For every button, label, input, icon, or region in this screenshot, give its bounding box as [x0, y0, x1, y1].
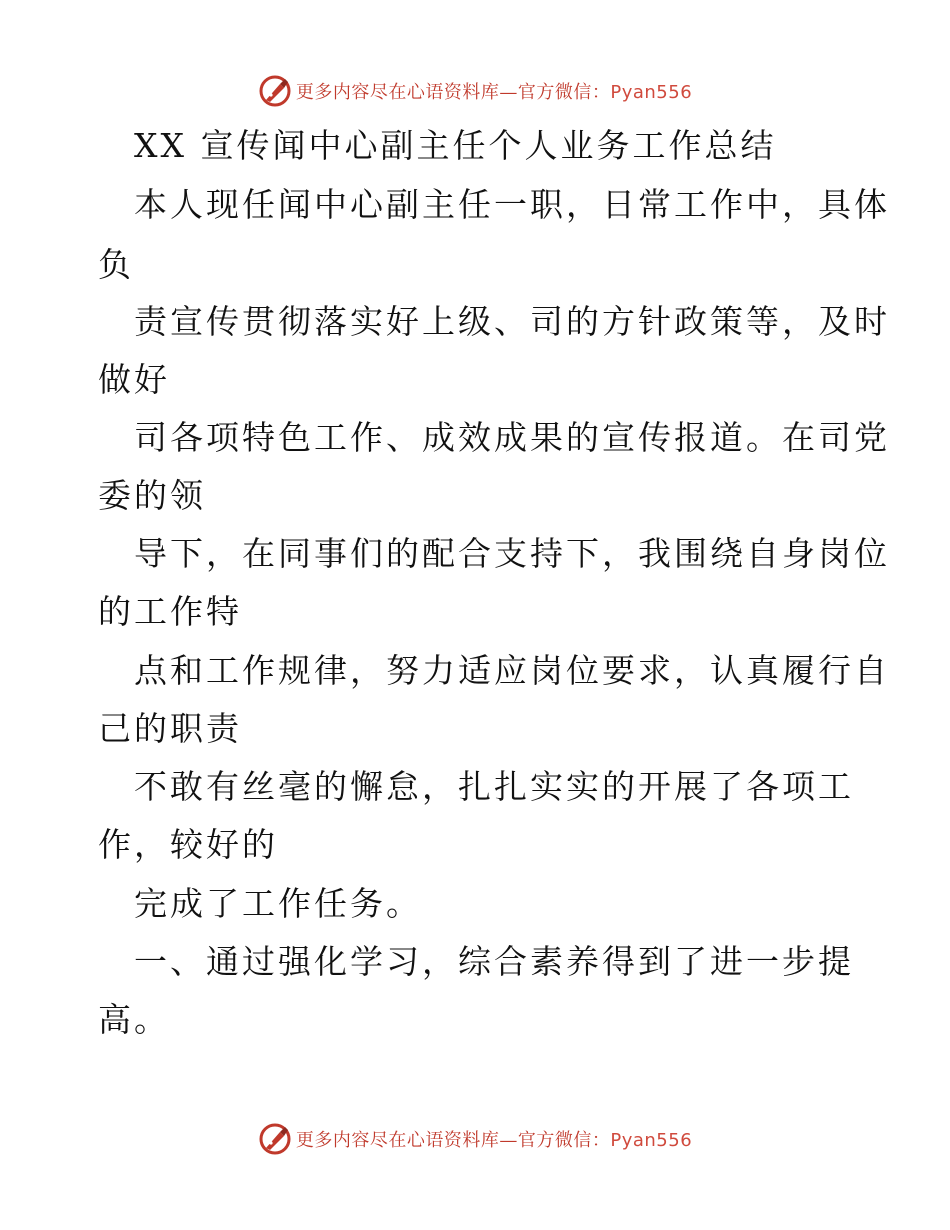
document-title: XX 宣传闻中心副主任个人业务工作总结 — [134, 126, 777, 165]
paragraph-line: 的工作特 — [98, 592, 242, 631]
paragraph-line: 本人现任闻中心副主任一职，日常工作中，具体 — [134, 185, 890, 224]
watermark-wechat-id: Pyan556 — [610, 82, 693, 103]
paragraph-line: 不敢有丝毫的懈怠，扎扎实实的开展了各项工 — [134, 767, 854, 806]
section-heading: 一、通过强化学习，综合素养得到了进一步提 — [134, 942, 854, 981]
paragraph-line: 己的职责 — [98, 709, 242, 748]
paragraph-line: 完成了工作任务。 — [134, 884, 422, 923]
watermark-main-text: 更多内容尽在心语资料库 — [295, 1130, 500, 1151]
paragraph-line: 负 — [98, 245, 134, 284]
watermark-dash: — — [499, 82, 518, 103]
pen-logo-icon — [258, 1122, 292, 1156]
paragraph-line: 高。 — [98, 1000, 170, 1039]
paragraph-line: 做好 — [98, 360, 170, 399]
paragraph-line: 作，较好的 — [98, 825, 278, 864]
paragraph-line: 司各项特色工作、成效成果的宣传报道。在司党 — [134, 418, 890, 457]
watermark-label: 官方微信： — [517, 1130, 611, 1151]
header-watermark — [0, 71, 950, 111]
pen-logo-icon — [258, 74, 292, 108]
footer-watermark — [0, 1119, 950, 1159]
paragraph-line: 委的领 — [98, 476, 206, 515]
paragraph-line: 导下，在同事们的配合支持下，我围绕自身岗位 — [134, 534, 890, 573]
paragraph-line: 责宣传贯彻落实好上级、司的方针政策等，及时 — [134, 302, 890, 341]
watermark-label: 官方微信： — [517, 82, 611, 103]
watermark-main-text: 更多内容尽在心语资料库 — [295, 82, 500, 103]
watermark-dash: — — [499, 1130, 518, 1151]
watermark-wechat-id: Pyan556 — [610, 1130, 693, 1151]
paragraph-line: 点和工作规律，努力适应岗位要求，认真履行自 — [134, 651, 890, 690]
